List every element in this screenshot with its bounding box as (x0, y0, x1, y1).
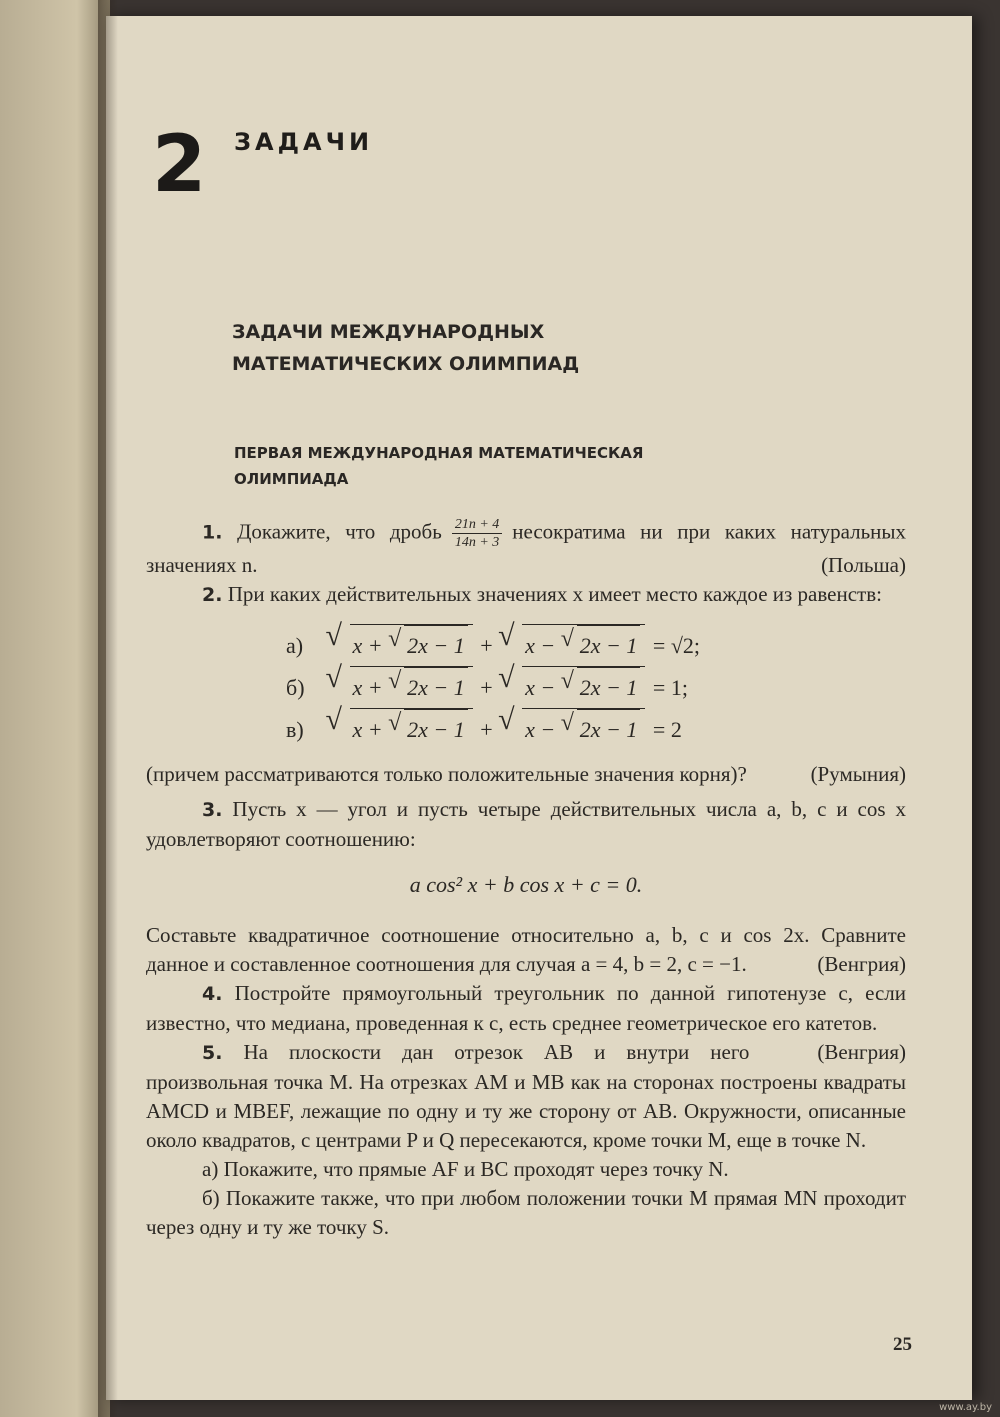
equations (146, 624, 906, 750)
problem-number: 2. (202, 584, 223, 606)
radical-outer (326, 666, 473, 708)
radical-outer (498, 624, 645, 666)
section-title: ЗАДАЧИ МЕЖДУНАРОДНЫХ МАТЕМАТИЧЕСКИХ ОЛИМПИАД (232, 321, 580, 375)
watermark: www.ay.by (939, 1402, 992, 1413)
radical-term: 2x − 1 (404, 625, 468, 666)
problem-3 (146, 795, 906, 854)
problem-text: Постройте прямоугольный треугольник по данной гипотенузе c, если известно, что медиана, проведенная к c, есть среднее геометрическое его катетов. (146, 981, 907, 1035)
problem-text: несократима ни при каких натуральных значениях n. (146, 519, 907, 577)
equation-rhs: = √2; (652, 633, 701, 658)
subsection-title: ПЕРВАЯ МЕЖДУНАРОДНАЯ МАТЕМАТИЧЕСКАЯ ОЛИМПИАДА (234, 444, 644, 488)
radical-inner (561, 625, 641, 666)
problem-number: 3. (202, 799, 223, 821)
operator: + (474, 675, 499, 700)
problem-number: 1. (202, 521, 223, 544)
problem-2 (146, 580, 906, 610)
equation-rhs: = 1; (652, 675, 688, 700)
country-label: (Венгрия) (817, 952, 906, 976)
problem-3-equation: a cos² x + b cos x + c = 0. (409, 872, 643, 897)
equation-label: а) (286, 633, 304, 658)
problem-text: Пусть x — угол и пусть четыре действительных числа a, b, c и cos x удовлетворяют соотношению: (146, 797, 907, 851)
page-number: 25 (893, 1334, 912, 1355)
radical-term: x + (352, 717, 389, 742)
problem-2-note (146, 760, 906, 789)
radical-inner (388, 667, 468, 708)
operator: + (474, 717, 499, 742)
problem-number: 4. (202, 983, 223, 1005)
problem-number: 5. (202, 1042, 223, 1064)
problem-5-part-b: б) Покажите также, что при любом положении точки M прямая MN проходит через одну и ту же точку S. (146, 1186, 906, 1239)
problem-4 (146, 979, 907, 1064)
radical-outer (498, 708, 645, 750)
equation-label: б) (286, 675, 305, 700)
radical-term: 2x − 1 (404, 709, 468, 750)
problem-text: Составьте квадратичное соотношение относительно a, b, c и cos 2x. Сравните данное и составленное соотношения для случая a = 4, b = 2, c = −1. (146, 923, 906, 976)
country-label: (Польша) (821, 553, 906, 577)
book-page (106, 16, 972, 1400)
radical-inner (561, 709, 641, 750)
radical-outer (326, 708, 473, 750)
book-gutter-shadow (98, 0, 118, 1417)
equation-rhs: = 2 (652, 717, 682, 742)
chapter-title: ЗАДАЧИ (234, 128, 374, 156)
equation-label: в) (286, 717, 304, 742)
radical-term: x − (525, 675, 561, 700)
problem-1 (146, 516, 906, 580)
equation-b (286, 666, 906, 708)
note-text: (причем рассматриваются только положительные значения корня)? (146, 762, 747, 786)
fraction (452, 516, 502, 551)
radical-term: x + (352, 633, 389, 658)
radical-term: 2x − 1 (577, 625, 641, 666)
problem-text: На плоскости дан отрезок AB и внутри него произвольная точка M. На отрезках AM и MB как на сторонах построены квадраты AMCD и MBEF, лежащие по одну и ту же сторону от AB. Окружности, описанные около квадратов, с центрами P и Q пересекаются, кроме точки M, еще в точке N. (146, 1040, 906, 1152)
radical-term: 2x − 1 (577, 667, 641, 708)
radical-outer (326, 624, 473, 666)
radical-inner (388, 709, 468, 750)
radical-inner (388, 625, 468, 666)
radical-inner (561, 667, 641, 708)
problem-text: При каких действительных значениях x имеет место каждое из равенств: (227, 582, 882, 606)
radical-term: x − (525, 717, 561, 742)
left-page-edge (0, 0, 110, 1417)
problem-5-part-a: а) Покажите, что прямые AF и BC проходят через точку N. (202, 1157, 729, 1181)
country-label: (Венгрия) (817, 1040, 906, 1064)
problems-body (146, 516, 906, 1242)
chapter-number: 2 (152, 120, 207, 210)
problem-text: Докажите, что дробь (237, 519, 442, 544)
problem-3-continuation (146, 921, 906, 979)
radical-term: 2x − 1 (577, 709, 641, 750)
radical-term: 2x − 1 (404, 667, 468, 708)
fraction-denominator: 14n + 3 (454, 535, 500, 550)
operator: + (474, 633, 499, 658)
country-label: (Румыния) (810, 762, 906, 786)
radical-term: x + (352, 675, 389, 700)
radical-outer (498, 666, 645, 708)
fraction-numerator: 21n + 4 (452, 516, 502, 534)
radical-term: x − (525, 633, 561, 658)
equation-c (286, 708, 906, 750)
equation-a (286, 624, 906, 666)
